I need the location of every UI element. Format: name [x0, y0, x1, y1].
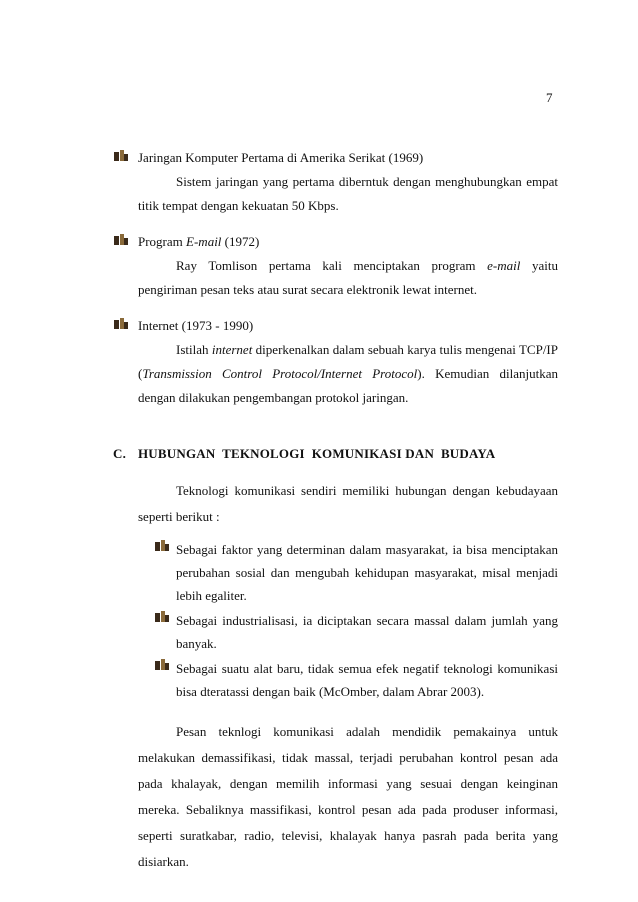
culture-point [0, 657, 558, 703]
bullet-icon [154, 611, 170, 623]
body-text: ). Kemudian dilanjutkan dengan dilakukan pengembangan protokol jaringan. [138, 366, 558, 405]
history-item-body [138, 338, 558, 410]
culture-point [0, 609, 558, 655]
document-body [0, 148, 638, 888]
history-item [0, 148, 558, 218]
bullet-icon [154, 659, 170, 671]
history-item [0, 232, 558, 302]
history-item-title [138, 232, 558, 252]
history-item-title: Jaringan Komputer Pertama di Amerika Serikat (1969) [138, 150, 424, 165]
body-emphasis: internet [211, 342, 253, 357]
body-emphasis: e-mail [487, 258, 521, 273]
section-heading [0, 446, 638, 462]
history-item-body: Sistem jaringan yang pertama diberntuk dengan menghubungkan empat titik tempat dengan kekuatan 50 Kbps. [138, 174, 558, 213]
culture-point [0, 538, 558, 607]
culture-point-text: Sebagai industrialisasi, ia diciptakan secara massal dalam jumlah yang banyak. [176, 613, 558, 651]
bullet-icon [113, 150, 129, 162]
bullet-icon [113, 318, 129, 330]
body-text: Ray Tomlison pertama kali menciptakan program [176, 258, 488, 273]
culture-point-text: Sebagai suatu alat baru, tidak semua efek negatif teknologi komunikasi bisa dteratassi dengan baik (McOmber, dalam Abrar 2003). [176, 661, 558, 699]
section-letter: C. [113, 446, 127, 461]
culture-point-text: Sebagai faktor yang determinan dalam masyarakat, ia bisa menciptakan perubahan sosial dan mengubah kehidupan masyarakat, misal menjadi lebih egaliter. [176, 542, 558, 603]
history-item-body [138, 254, 558, 302]
history-item-title: Internet (1973 - 1990) [138, 318, 254, 333]
body-text: Istilah [176, 342, 212, 357]
body-text: diperkenalkan dalam sebuah karya tulis mengenai TCP/IP ( [138, 342, 558, 381]
title-suffix: (1972) [221, 234, 260, 249]
history-item [0, 316, 558, 410]
body-text: yaitu pengiriman pesan teks atau surat secara elektronik lewat internet. [138, 258, 558, 297]
section-closing: Pesan teknlogi komunikasi adalah mendidik pemakainya untuk melakukan demassifikasi, tidak massal, terjadi perubahan kontrol pesan ada pada khalayak, dengan memilih informasi yang sesuai dengan keinginan mereka. Sebaliknya massifikasi, kontrol pesan ada pada produser informasi, seperti suratkabar, radio, televisi, khalayak hanya pasrah pada berita yang disiarkan. [138, 724, 558, 869]
section-title: HUBUNGAN TEKNOLOGI KOMUNIKASI DAN BUDAYA [138, 446, 496, 461]
title-text: Program [138, 234, 187, 249]
section-intro: Teknologi komunikasi sendiri memiliki hubungan dengan kebudayaan seperti berikut : [138, 483, 558, 524]
page-number: 7 [546, 90, 553, 105]
bullet-icon [113, 234, 129, 246]
title-emphasis: E-mail [186, 234, 222, 249]
body-emphasis: Transmission Control Protocol/Internet Protocol [142, 366, 418, 381]
bullet-icon [154, 540, 170, 552]
